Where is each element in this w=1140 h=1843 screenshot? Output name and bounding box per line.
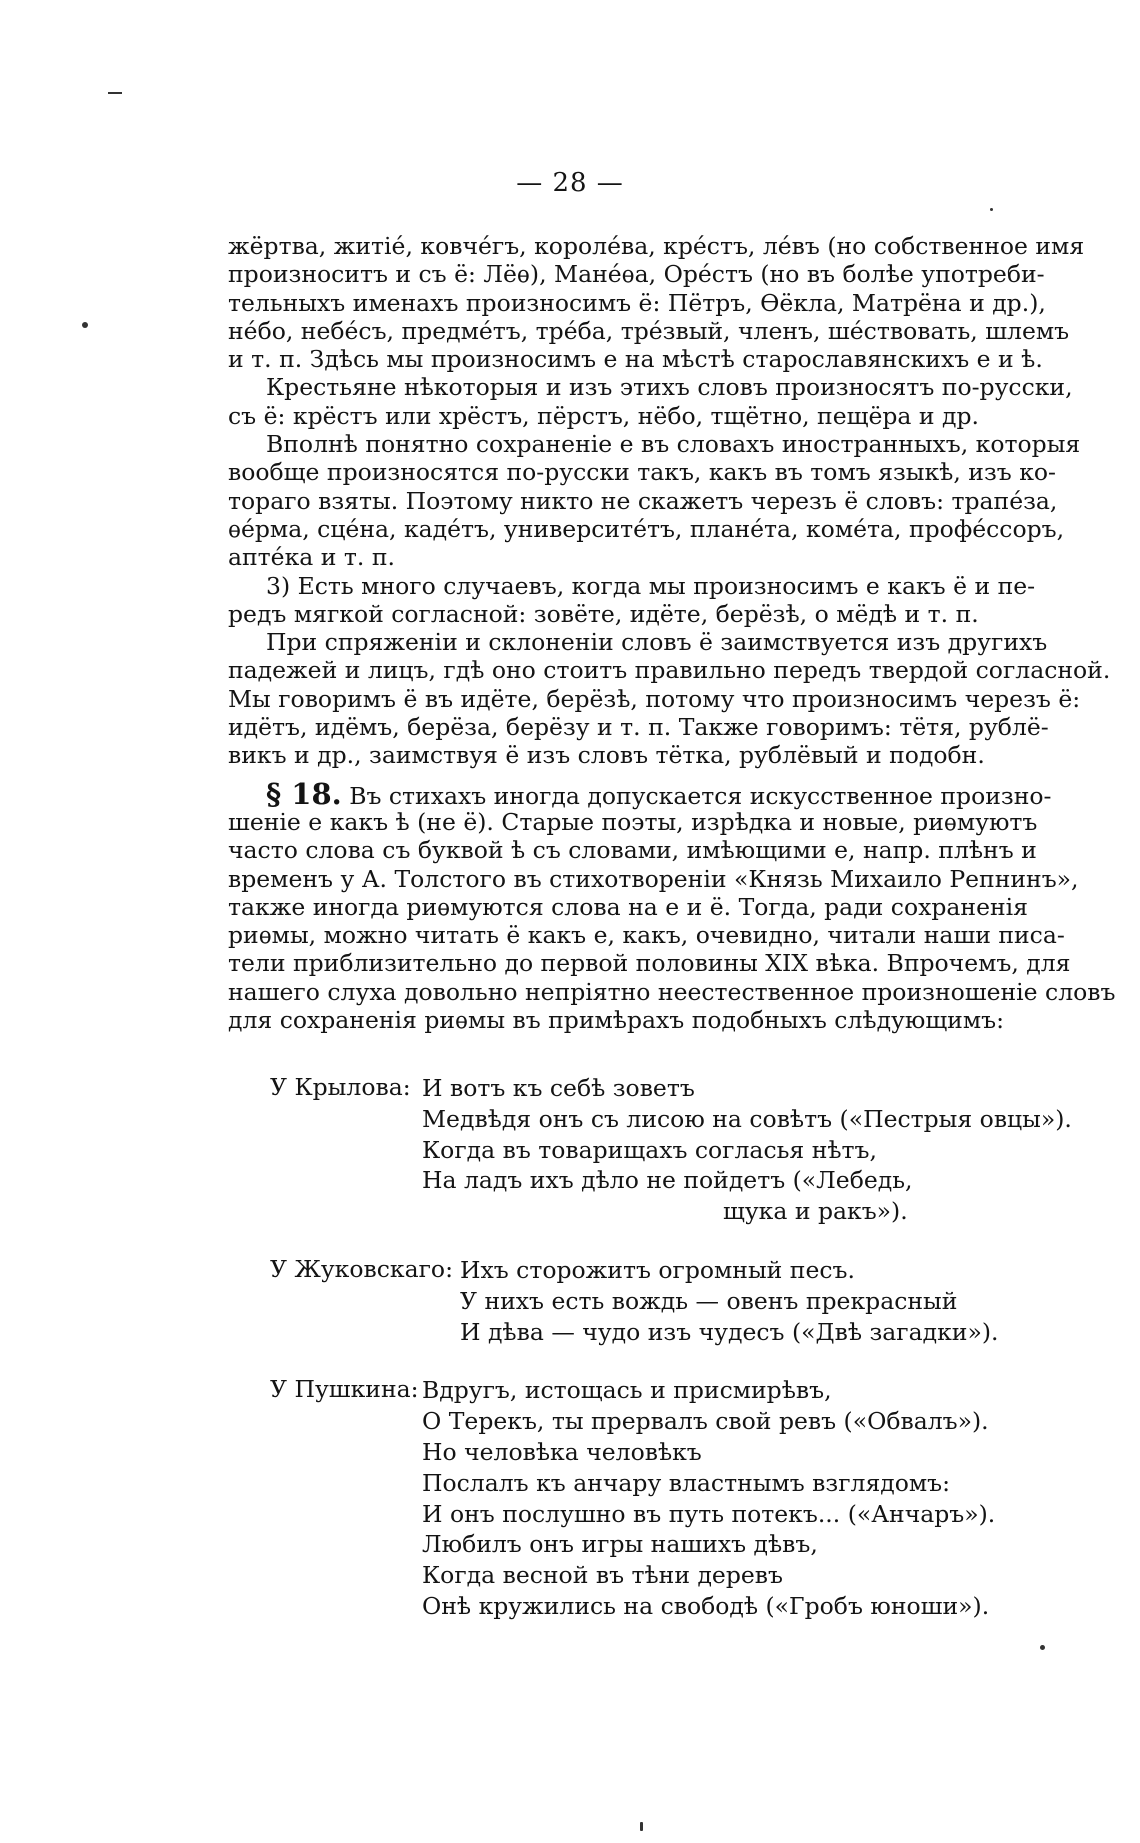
- section-18: [228, 776, 1116, 1035]
- poem-line: И онъ послушно въ путь потекъ... («Анчаръ»).: [422, 1499, 996, 1528]
- text-line: часто слова съ буквой ѣ съ словами, имѣющими е, напр. плѣнъ и: [228, 836, 1037, 865]
- paragraph-4: [228, 572, 1043, 629]
- text-line: Вполнѣ понятно сохраненіе е въ словахъ иностранныхъ, которыя: [266, 430, 1081, 459]
- page-number: — 28 —: [516, 168, 624, 198]
- text-line: Мы говоримъ ё въ идёте, берёзѣ, потому что произносимъ черезъ ё:: [228, 684, 1081, 713]
- text-line: и т. п. Здѣсь мы произносимъ е на мѣстѣ старославянскихъ е и ѣ.: [228, 345, 1043, 374]
- text-line: для сохраненія риѳмы въ примѣрахъ подобныхъ слѣдующимъ:: [228, 1006, 1004, 1035]
- scan-speck: [640, 1822, 643, 1831]
- poem-zhukovsky: [228, 1255, 1058, 1347]
- poem-line: Послалъ къ анчару властнымъ взглядомъ:: [422, 1468, 951, 1497]
- text-line: падежей и лицъ, гдѣ оно стоитъ правильно передъ твердой согласной.: [228, 656, 1111, 685]
- poem-krylov: [228, 1073, 1072, 1227]
- scan-speck: [108, 92, 122, 94]
- text-line: вообще произносятся по-русски такъ, какъ въ томъ языкѣ, изъ ко-: [228, 458, 1056, 487]
- text-line: 3) Есть много случаевъ, когда мы произносимъ е какъ ё и пе-: [266, 571, 1036, 600]
- poem-line: Ихъ сторожитъ огромный песъ.: [460, 1255, 855, 1284]
- poem-line: Но человѣка человѣкъ: [422, 1437, 702, 1466]
- paragraph-3: [228, 430, 1081, 572]
- text-line: также иногда риѳмуются слова на е и ё. Тогда, ради сохраненія: [228, 892, 1028, 921]
- poem-line-continuation: щука и ракъ»).: [723, 1197, 908, 1226]
- text-line: шеніе е какъ ѣ (не ё). Старые поэты, изрѣдка и новые, риѳмуютъ: [228, 807, 1038, 836]
- poem-line: И вотъ къ себѣ зоветъ: [422, 1074, 695, 1102]
- text-line: Крестьяне нѣкоторыя и изъ этихъ словъ произносятъ по-русски,: [266, 373, 1073, 402]
- text-line: ѳéрма, сцéна, кадéтъ, университéтъ, планéта, комéта, профéссоръ,: [228, 514, 1065, 543]
- poem-line: О Терекъ, ты прервалъ свой ревъ («Обвалъ»).: [422, 1407, 989, 1436]
- text-line: съ ё: крёстъ или хрёстъ, пёрстъ, нёбо, тщётно, пещёра и др.: [228, 401, 980, 430]
- poem-line: Когда въ товарищахъ согласья нѣтъ,: [422, 1135, 877, 1164]
- section-mark: § 18.: [266, 776, 342, 811]
- text-line: нéбо, небéсъ, предмéтъ, трéба, трéзвый, членъ, шéствовать, шлемъ: [228, 316, 1070, 345]
- text-line: идётъ, идёмъ, берёза, берёзу и т. п. Также говоримъ: тётя, рублё-: [228, 713, 1049, 742]
- text-line: аптéка и т. п.: [228, 543, 395, 572]
- poem-line: У нихъ есть вождь — овенъ прекрасный: [460, 1286, 958, 1315]
- scan-speck: [1040, 1645, 1045, 1650]
- section-first-line: Въ стихахъ иногда допускается искусственное произно-: [341, 781, 1052, 810]
- text-line: тели приблизительно до первой половины XIX вѣка. Впрочемъ, для: [228, 949, 1071, 978]
- text-line: При спряженіи и склоненіи словъ ё заимствуется изъ другихъ: [266, 628, 1048, 657]
- body-text: [228, 232, 1116, 1035]
- poem-line: И дѣва — чудо изъ чудесъ («Двѣ загадки»).: [460, 1317, 999, 1346]
- poem-author: У Пушкина:: [270, 1375, 419, 1404]
- poem-line: Когда весной въ тѣни деревъ: [422, 1561, 783, 1590]
- scan-speck: [990, 208, 993, 211]
- paragraph-2: [228, 373, 1073, 430]
- poem-pushkin: [228, 1375, 1058, 1621]
- text-line: [228, 776, 1052, 811]
- poem-line: Медвѣдя онъ съ лисою на совѣтъ («Пестрыя овцы»).: [422, 1104, 1072, 1133]
- text-line: произноситъ и съ ё: Лёѳ), Манéѳа, Орéстъ (но въ болѣе употреби-: [228, 260, 1045, 289]
- scan-speck: [82, 322, 88, 328]
- text-line: риѳмы, можно читать ё какъ е, какъ, очевидно, читали наши писа-: [228, 921, 1065, 950]
- text-line: временъ у А. Толстого въ стихотвореніи «Князь Михаило Репнинъ»,: [228, 864, 1079, 893]
- text-line: тельныхъ именахъ произносимъ ё: Пётръ, Ѳёкла, Матрёна и др.),: [228, 288, 1046, 317]
- poem-line: Вдругъ, истощась и присмирѣвъ,: [422, 1376, 832, 1405]
- poem-line: Любилъ онъ игры нашихъ дѣвъ,: [422, 1530, 818, 1559]
- text-line: редъ мягкой согласной: зовёте, идёте, берёзѣ, о мёдѣ и т. п.: [228, 599, 979, 628]
- poem-line: Онѣ кружились на свободѣ («Гробъ юноши»).: [422, 1591, 990, 1620]
- poem-author: У Жуковскаго:: [270, 1254, 453, 1283]
- poem-line: На ладъ ихъ дѣло не пойдетъ («Лебедь,: [422, 1166, 913, 1195]
- paragraph-5: [228, 628, 1111, 770]
- text-line: жёртва, житіé, ковчéгъ, королéва, крéстъ, лéвъ (но собственное имя: [228, 232, 1085, 260]
- paragraph-1: [228, 232, 1085, 374]
- poem-quotes: [228, 1073, 1072, 1622]
- text-line: викъ и др., заимствуя ё изъ словъ тётка, рублёвый и подобн.: [228, 741, 985, 770]
- text-line: тораго взяты. Поэтому никто не скажетъ черезъ ё словъ: трапéза,: [228, 486, 1058, 515]
- text-line: нашего слуха довольно непріятно неестественное произношеніе словъ: [228, 977, 1116, 1006]
- poem-author: У Крылова:: [270, 1073, 411, 1101]
